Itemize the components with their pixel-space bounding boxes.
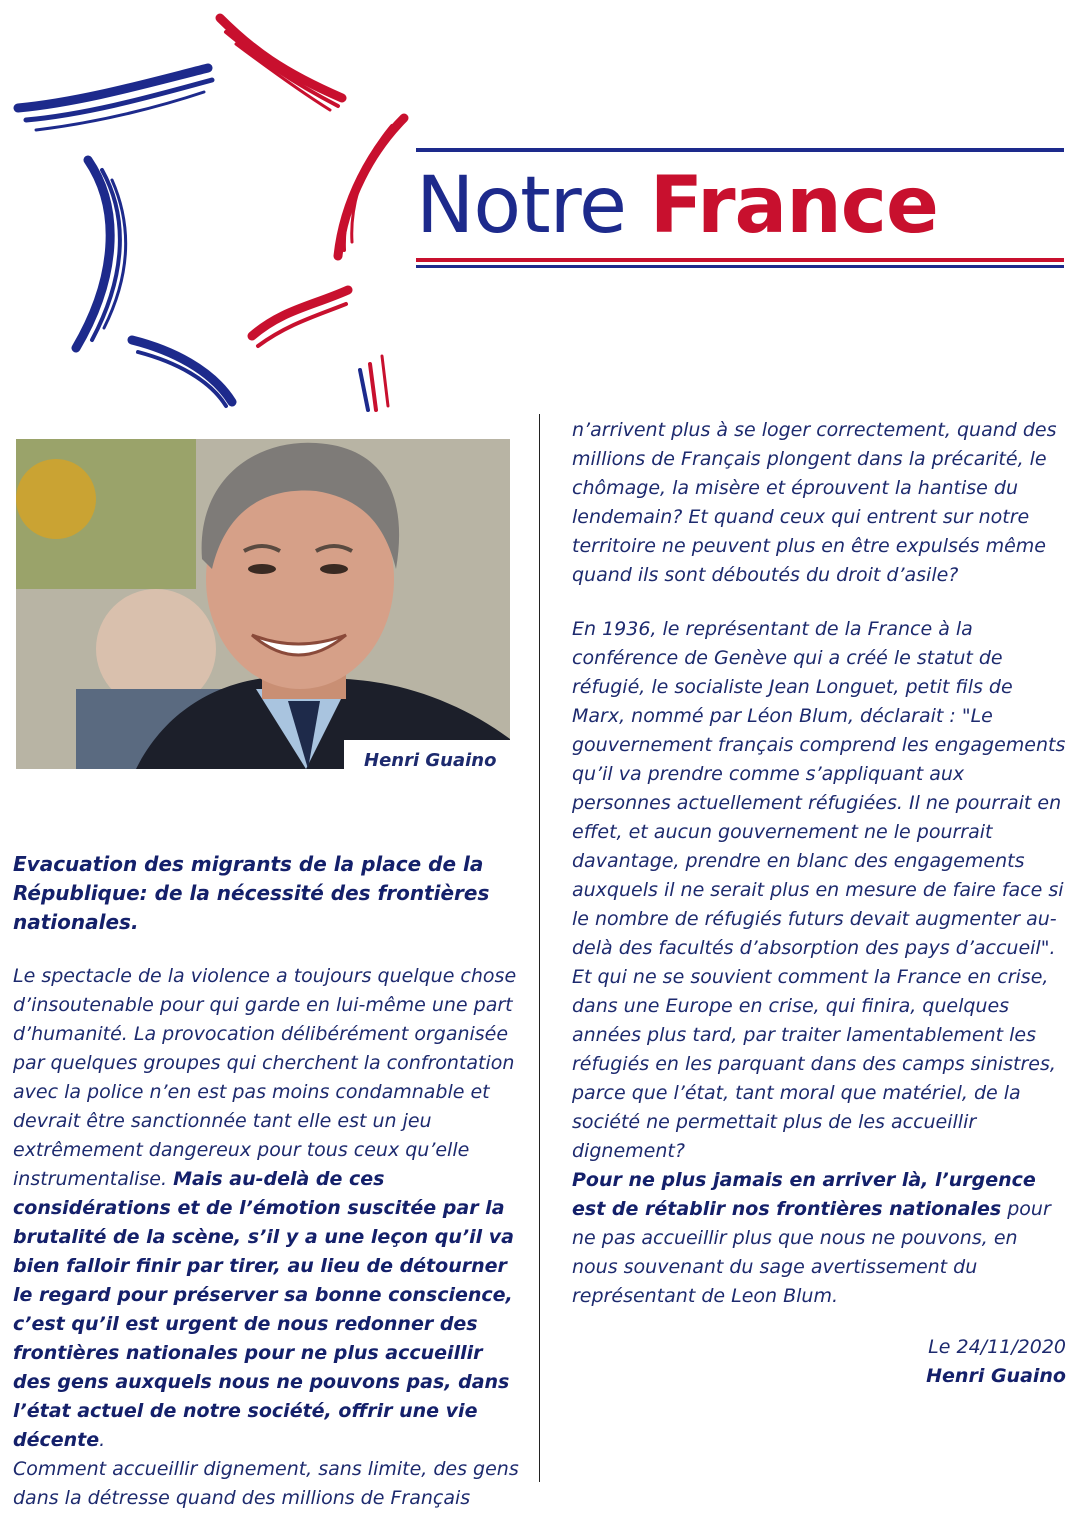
signature-block bbox=[572, 1333, 1066, 1391]
paragraph-2-continued: n’arrivent plus à se loger correctement, quand des millions de Français plongent dans la précarité, le chômage, la misère et éprouvent la hantise du lendemain? Et quand ceux qui entrent sur notre territoire ne peuvent plus en être expulsés même quand ils sont déboutés du droit d’asile? bbox=[572, 419, 1057, 586]
brand-bottom-rule-blue bbox=[416, 265, 1064, 268]
article-author: Henri Guaino bbox=[926, 1365, 1066, 1387]
paragraph-1-bold: Mais au-delà de ces considérations et de l’émotion suscitée par la brutalité de la scène, s’il y a une leçon qu’il va bien falloir finir par tirer, au lieu de détourner le regard pour préserver sa bonne conscience, c’est qu’il est urgent de nous redonner des frontières nationales pour ne plus accueillir des gens auxquels nous ne pouvons pas, dans l’état actuel de notre société, offrir une vie décente bbox=[13, 1168, 514, 1451]
paragraph-1-end: . bbox=[99, 1429, 106, 1451]
photo-caption: Henri Guaino bbox=[364, 750, 497, 771]
paragraph-1 bbox=[13, 962, 523, 1455]
left-column bbox=[13, 850, 523, 1513]
brand-top-rule bbox=[416, 148, 1064, 152]
paragraph-3: En 1936, le représentant de la France à la conférence de Genève qui a créé le statut de réfugié, le socialiste Jean Longuet, petit fils de Marx, nommé par Léon Blum, déclarait : "Le gouvernement français comprend les engagements qu’il va prendre comme s’appliquant aux personnes actuellement réfugiées. Il ne pourrait en effet, et aucun gouvernement ne le pourrait davantage, prendre en blanc des engagements auxquels il ne serait plus en mesure de faire face si le nombre de réfugiés futurs devait augmenter au-delà des facultés d’absorption des pays d’accueil". bbox=[572, 618, 1066, 959]
paragraph-5-text: pour ne pas accueillir plus que nous ne pouvons, en nous souvenant du sage avertissement du représentant de Leon Blum. bbox=[572, 1198, 1051, 1307]
paragraph-1-text: Le spectacle de la violence a toujours quelque chose d’insoutenable pour qui garde en lui-même une part d’humanité. La provocation délibérément organisée par quelques groupes qui cherchent la confrontation avec la police n’en est pas moins condamnable et devrait être sanctionnée tant elle est un jeu extrêmement dangereux pour tous ceux qu’elle instrumentalise. bbox=[13, 965, 517, 1190]
brand-title-france: France bbox=[649, 161, 938, 251]
paragraph-2-start: Comment accueillir dignement, sans limite, des gens dans la détresse quand des millions de Français bbox=[13, 1458, 519, 1509]
brand-wordmark bbox=[416, 148, 1064, 272]
article-date: Le 24/11/2020 bbox=[928, 1336, 1066, 1358]
tricolor-star-logo-icon bbox=[12, 10, 412, 420]
portrait-illustration bbox=[16, 439, 510, 769]
brand-title-notre: Notre bbox=[416, 161, 650, 251]
portrait-photo bbox=[16, 439, 510, 769]
brand-bottom-rule-red bbox=[416, 258, 1064, 262]
paragraph-4: Et qui ne se souvient comment la France en crise, dans une Europe en crise, qui finira, quelques années plus tard, par traiter lamentablement les réfugiés en les parquant dans des camps sinistres, parce que l’état, tant moral que matériel, de la société ne permettait plus de les accueillir dignement? bbox=[572, 966, 1056, 1162]
right-column bbox=[572, 416, 1066, 1391]
column-divider bbox=[539, 414, 540, 1482]
brand-title bbox=[416, 156, 1064, 256]
paragraph-5-bold: Pour ne plus jamais en arriver là, l’urgence est de rétablir nos frontières nationales bbox=[572, 1169, 1036, 1220]
article-heading: Evacuation des migrants de la place de la République: de la nécessité des frontières nationales. bbox=[13, 852, 490, 934]
paragraph-5 bbox=[572, 1166, 1066, 1311]
